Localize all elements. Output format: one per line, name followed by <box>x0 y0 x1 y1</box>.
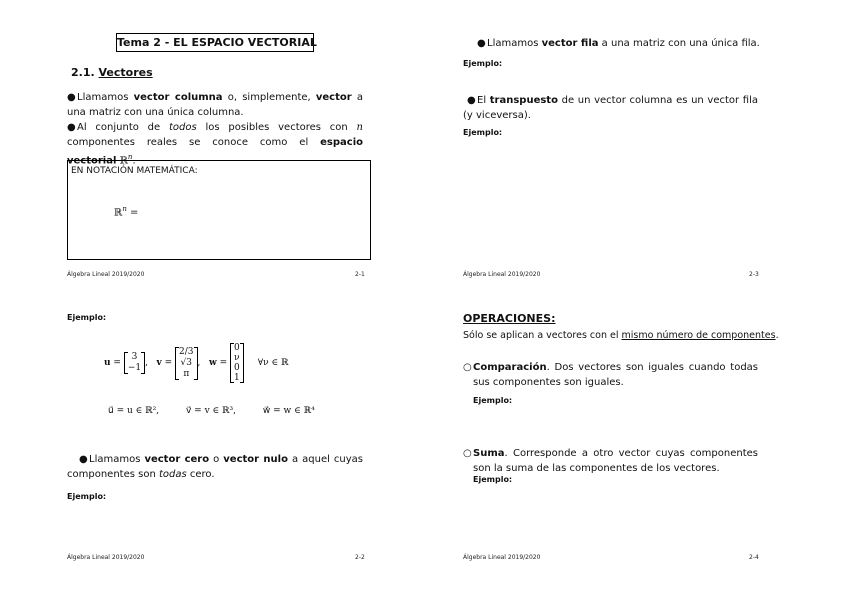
ejemplo-label: Ejemplo: <box>473 396 513 405</box>
ejemplo-label: Ejemplo: <box>463 128 503 137</box>
vector-w: 0 ν 0 1 <box>230 343 244 383</box>
bullet-icon: ● <box>67 92 76 103</box>
operaciones-heading: OPERACIONES: <box>463 312 556 325</box>
paragraph-vector-fila: ●Llamamos vector fila a una matriz con una única fila. <box>477 38 760 49</box>
vector-u: 3 −1 <box>124 352 145 374</box>
notation-label: EN NOTACIÓN MATEMÁTICA: <box>71 166 198 176</box>
bullet-icon: ● <box>467 95 476 106</box>
footer-left: Álgebra Lineal 2019/2020 <box>463 271 541 278</box>
vector-w-label: w <box>208 358 217 368</box>
section-number: 2.1. <box>71 66 95 79</box>
vector-v-label: v <box>156 358 162 368</box>
forall-text: ∀ν ∈ ℝ <box>257 358 289 368</box>
paragraph-vector-columna: ●Llamamos vector columna o, simplemente, vector a una matriz con una única columna. <box>67 92 363 118</box>
operaciones-intro: Sólo se aplican a vectores con el mismo número de componentes. <box>463 330 779 341</box>
vector-arrow-notation: u⃗ = u ∈ ℝ², v⃗ = v ∈ ℝ³, w⃗ = w ∈ ℝ⁴ <box>108 406 315 416</box>
notation-box <box>67 160 371 260</box>
footer-page: 2-3 <box>749 271 759 278</box>
footer-page: 2-4 <box>749 554 759 561</box>
paragraph-suma: ○ Suma. Corresponde a otro vector cuyas componentes son la suma de las componentes de los vectores. <box>463 448 758 474</box>
notation-math: ℝ$^n$ = <box>114 205 139 219</box>
footer-left: Álgebra Lineal 2019/2020 <box>463 554 541 561</box>
hollow-bullet-icon: ○ <box>463 362 472 373</box>
bullet-icon: ● <box>79 454 88 465</box>
ejemplo-label: Ejemplo: <box>463 59 503 68</box>
paragraph-comparacion: ○ Comparación. Dos vectores son iguales cuando todas sus componentes son iguales. <box>463 362 758 388</box>
ejemplo-label: Ejemplo: <box>473 475 513 484</box>
bullet-icon: ● <box>67 122 76 133</box>
paragraph-espacio-vectorial: ●Al conjunto de todos los posibles vectores con n componentes reales se conoce como el espacio vectorial ℝ$^n$. <box>67 122 363 167</box>
vector-examples: u = 3 −1 , v = 2/3 √3 π , w = 0 ν 0 1 ∀ν ∈ ℝ <box>104 343 289 383</box>
footer-left: Álgebra Lineal 2019/2020 <box>67 271 145 278</box>
ejemplo-label: Ejemplo: <box>67 492 107 501</box>
paragraph-vector-cero: ●Llamamos vector cero o vector nulo a aquel cuyas componentes son todas cero. <box>67 454 364 480</box>
section-name: Vectores <box>98 66 153 79</box>
bullet-icon: ● <box>477 38 486 49</box>
footer-page: 2-2 <box>355 554 365 561</box>
vector-u-label: u <box>104 358 111 368</box>
vector-v: 2/3 √3 π <box>175 347 197 380</box>
footer-page: 2-1 <box>355 271 365 278</box>
ejemplo-label: Ejemplo: <box>67 313 107 322</box>
paragraph-transpuesto: ●El transpuesto de un vector columna es un vector fila (y viceversa). <box>463 95 758 121</box>
hollow-bullet-icon: ○ <box>463 448 472 459</box>
section-heading <box>71 66 153 79</box>
slide-title: Tema 2 - EL ESPACIO VECTORIAL <box>116 33 314 52</box>
footer-left: Álgebra Lineal 2019/2020 <box>67 554 145 561</box>
